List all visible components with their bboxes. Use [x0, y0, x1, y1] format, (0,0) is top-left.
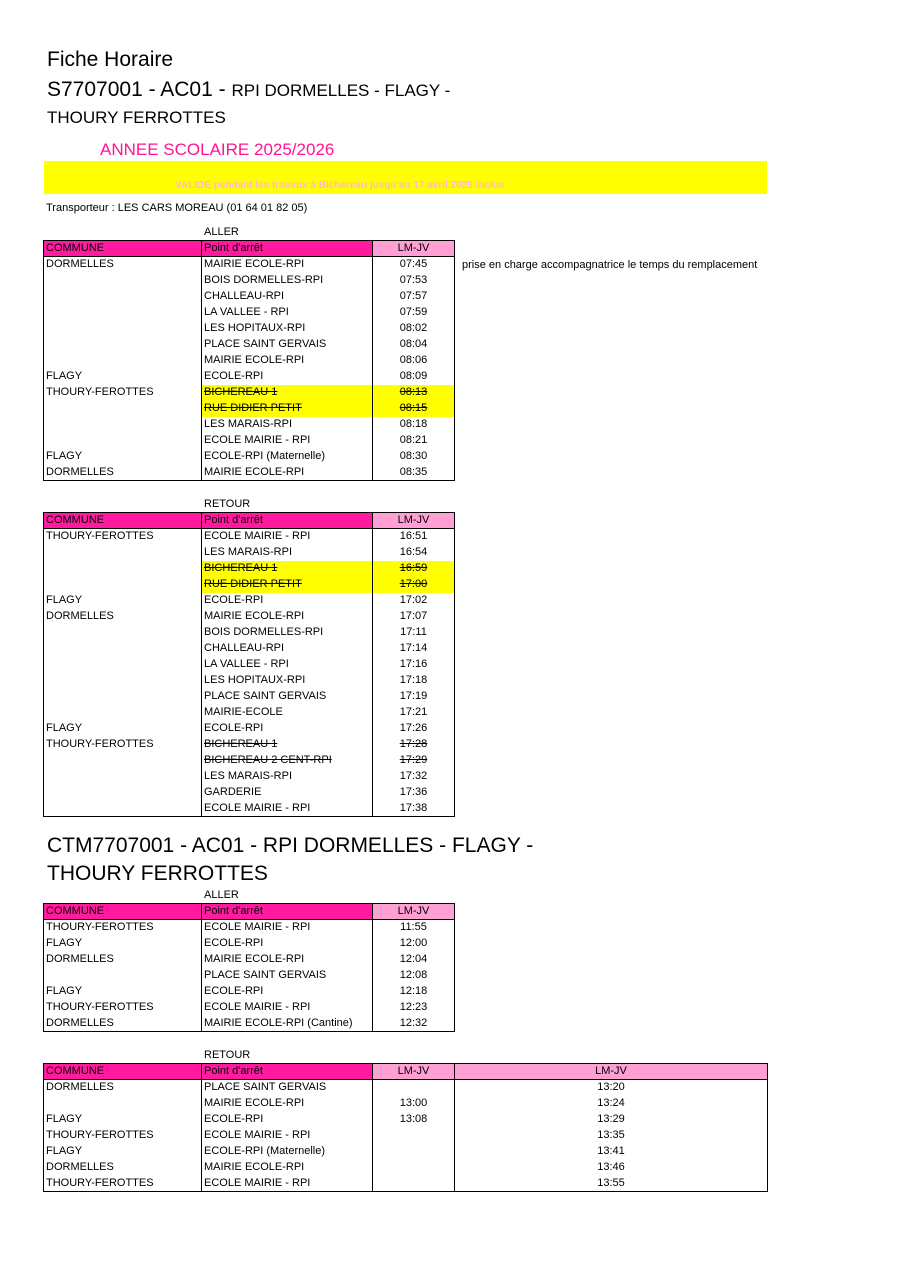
- cell-stop: ECOLE MAIRIE - RPI: [202, 801, 373, 817]
- cell-commune: [44, 273, 202, 289]
- table-row: [44, 1144, 768, 1160]
- cell-time: 07:57: [373, 289, 455, 305]
- table-row: [44, 369, 455, 385]
- cell-time: 16:54: [373, 545, 455, 561]
- cell-commune: [44, 305, 202, 321]
- col-days: LM-JV: [373, 904, 455, 920]
- cell-commune: FLAGY: [44, 593, 202, 609]
- cell-stop: LA VALLEE - RPI: [202, 657, 373, 673]
- cell-commune: FLAGY: [44, 1112, 202, 1128]
- cell-commune: FLAGY: [44, 1144, 202, 1160]
- table-row: [44, 737, 455, 753]
- col-days: LM-JV: [373, 513, 455, 529]
- cell-commune: THOURY-FEROTTES: [44, 1176, 202, 1192]
- cell-time: 07:53: [373, 273, 455, 289]
- cell-time: 12:32: [373, 1016, 455, 1032]
- cell-commune: [44, 625, 202, 641]
- line-name-cont: THOURY FERROTTES: [47, 108, 226, 127]
- cell-stop: ECOLE-RPI: [202, 593, 373, 609]
- table-row: [44, 968, 455, 984]
- validity-text: VALIDE pendant les travaux à Bichereau jusqu'au 17 avril 2026 inclus: [175, 180, 505, 191]
- table-row: [44, 577, 455, 593]
- cell-time: 17:02: [373, 593, 455, 609]
- line-code: S7707001 - AC01 -: [47, 78, 226, 101]
- cell-stop: LES MARAIS-RPI: [202, 545, 373, 561]
- table-row: [44, 545, 455, 561]
- cell-commune: THOURY-FEROTTES: [44, 529, 202, 545]
- table-row: [44, 433, 455, 449]
- cell-stop: GARDERIE: [202, 785, 373, 801]
- cell-time: 17:26: [373, 721, 455, 737]
- cell-commune: FLAGY: [44, 936, 202, 952]
- cell-commune: [44, 657, 202, 673]
- s2-aller-table: [43, 903, 455, 1032]
- col-commune: COMMUNE: [44, 241, 202, 257]
- cell-commune: THOURY-FEROTTES: [44, 737, 202, 753]
- cell-time-2: 13:46: [455, 1160, 768, 1176]
- cell-stop: ECOLE MAIRIE - RPI: [202, 1176, 373, 1192]
- table-row: [44, 385, 455, 401]
- cell-stop: MAIRIE ECOLE-RPI: [202, 353, 373, 369]
- table-row: [44, 561, 455, 577]
- cell-time: [373, 1176, 455, 1192]
- table-row: [44, 417, 455, 433]
- table-row: [44, 465, 455, 481]
- table-row: [44, 273, 455, 289]
- line-name: RPI DORMELLES - FLAGY -: [231, 81, 451, 100]
- cell-time: 13:08: [373, 1112, 455, 1128]
- cell-time: [373, 1080, 455, 1096]
- cell-time: 17:28: [373, 737, 455, 753]
- table-row: [44, 289, 455, 305]
- cell-stop: PLACE SAINT GERVAIS: [202, 337, 373, 353]
- cell-time: 08:35: [373, 465, 455, 481]
- cell-time: 12:23: [373, 1000, 455, 1016]
- cell-commune: DORMELLES: [44, 952, 202, 968]
- cell-commune: [44, 353, 202, 369]
- cell-commune: [44, 433, 202, 449]
- cell-stop: BOIS DORMELLES-RPI: [202, 273, 373, 289]
- table-row: [44, 721, 455, 737]
- cell-time: 17:11: [373, 625, 455, 641]
- table-row: [44, 625, 455, 641]
- cell-stop: BICHEREAU 1: [202, 385, 373, 401]
- school-year: ANNEE SCOLAIRE 2025/2026: [100, 140, 335, 159]
- table-row: [44, 769, 455, 785]
- cell-commune: DORMELLES: [44, 1160, 202, 1176]
- cell-stop: ECOLE MAIRIE - RPI: [202, 529, 373, 545]
- table-row: [44, 1112, 768, 1128]
- table-row: [44, 1128, 768, 1144]
- cell-commune: FLAGY: [44, 449, 202, 465]
- table-row: [44, 305, 455, 321]
- cell-stop: ECOLE MAIRIE - RPI: [202, 920, 373, 936]
- cell-stop: LES MARAIS-RPI: [202, 769, 373, 785]
- table-row: [44, 1096, 768, 1112]
- cell-time: 16:51: [373, 529, 455, 545]
- table-header: [44, 1064, 768, 1080]
- cell-time: 12:18: [373, 984, 455, 1000]
- table-header: [44, 241, 455, 257]
- table-row: [44, 337, 455, 353]
- cell-stop: BICHEREAU 1: [202, 737, 373, 753]
- cell-time: 17:36: [373, 785, 455, 801]
- cell-commune: [44, 769, 202, 785]
- cell-stop: ECOLE MAIRIE - RPI: [202, 1128, 373, 1144]
- table-row: [44, 257, 455, 273]
- cell-time: 08:13: [373, 385, 455, 401]
- cell-stop: ECOLE-RPI: [202, 721, 373, 737]
- cell-commune: THOURY-FEROTTES: [44, 1000, 202, 1016]
- cell-time: 12:04: [373, 952, 455, 968]
- cell-commune: [44, 577, 202, 593]
- table-row: [44, 529, 455, 545]
- cell-commune: [44, 689, 202, 705]
- cell-time: 08:02: [373, 321, 455, 337]
- col-stop: Point d'arrêt: [202, 513, 373, 529]
- cell-time: 17:00: [373, 577, 455, 593]
- section2-title-cont: THOURY FERROTTES: [47, 862, 268, 885]
- cell-commune: [44, 545, 202, 561]
- cell-commune: [44, 289, 202, 305]
- cell-commune: THOURY-FEROTTES: [44, 1128, 202, 1144]
- cell-commune: DORMELLES: [44, 465, 202, 481]
- cell-time: 08:30: [373, 449, 455, 465]
- cell-time: 08:04: [373, 337, 455, 353]
- cell-commune: DORMELLES: [44, 1080, 202, 1096]
- cell-stop: BOIS DORMELLES-RPI: [202, 625, 373, 641]
- cell-time: 17:18: [373, 673, 455, 689]
- cell-time: 17:21: [373, 705, 455, 721]
- cell-stop: MAIRIE ECOLE-RPI: [202, 1096, 373, 1112]
- table-row: [44, 801, 455, 817]
- cell-time: 17:32: [373, 769, 455, 785]
- col-commune: COMMUNE: [44, 513, 202, 529]
- cell-time-2: 13:29: [455, 1112, 768, 1128]
- table-row: [44, 657, 455, 673]
- cell-stop: MAIRIE ECOLE-RPI: [202, 1160, 373, 1176]
- cell-stop: LES HOPITAUX-RPI: [202, 321, 373, 337]
- table-row: [44, 1080, 768, 1096]
- cell-time-2: 13:41: [455, 1144, 768, 1160]
- s1-aller-table: [43, 240, 455, 481]
- escort-note: prise en charge accompagnatrice le temps du remplacement: [462, 259, 758, 271]
- col-stop: Point d'arrêt: [202, 904, 373, 920]
- cell-stop: ECOLE-RPI: [202, 936, 373, 952]
- cell-stop: CHALLEAU-RPI: [202, 641, 373, 657]
- cell-time-2: 13:55: [455, 1176, 768, 1192]
- table-row: [44, 321, 455, 337]
- table-row: [44, 401, 455, 417]
- cell-stop: MAIRIE ECOLE-RPI (Cantine): [202, 1016, 373, 1032]
- cell-commune: [44, 337, 202, 353]
- cell-stop: BICHEREAU 2 CENT-RPI: [202, 753, 373, 769]
- cell-time: 16:59: [373, 561, 455, 577]
- section2-title: CTM7707001 - AC01 - RPI DORMELLES - FLAGY -: [47, 834, 534, 857]
- table-row: [44, 1000, 455, 1016]
- table-row: [44, 920, 455, 936]
- cell-stop: ECOLE-RPI: [202, 984, 373, 1000]
- table-row: [44, 689, 455, 705]
- cell-stop: RUE DIDIER PETIT: [202, 401, 373, 417]
- cell-time: 07:45: [373, 257, 455, 273]
- cell-stop: MAIRIE-ECOLE: [202, 705, 373, 721]
- table-row: [44, 785, 455, 801]
- cell-time: 13:00: [373, 1096, 455, 1112]
- cell-stop: CHALLEAU-RPI: [202, 289, 373, 305]
- cell-commune: [44, 561, 202, 577]
- s1-retour-label: RETOUR: [204, 498, 251, 510]
- table-row: [44, 593, 455, 609]
- cell-commune: FLAGY: [44, 984, 202, 1000]
- cell-commune: [44, 673, 202, 689]
- cell-stop: MAIRIE ECOLE-RPI: [202, 257, 373, 273]
- s1-retour-table: [43, 512, 455, 817]
- cell-time: [373, 1160, 455, 1176]
- cell-stop: ECOLE-RPI: [202, 369, 373, 385]
- cell-time: 08:09: [373, 369, 455, 385]
- cell-stop: MAIRIE ECOLE-RPI: [202, 952, 373, 968]
- cell-time: 08:21: [373, 433, 455, 449]
- cell-time: 17:16: [373, 657, 455, 673]
- cell-commune: DORMELLES: [44, 609, 202, 625]
- cell-commune: FLAGY: [44, 721, 202, 737]
- table-header: [44, 904, 455, 920]
- cell-commune: [44, 641, 202, 657]
- cell-time: 12:08: [373, 968, 455, 984]
- table-row: [44, 952, 455, 968]
- col-days: LM-JV: [373, 1064, 455, 1080]
- s2-retour-label: RETOUR: [204, 1049, 251, 1061]
- cell-stop: LES HOPITAUX-RPI: [202, 673, 373, 689]
- table-row: [44, 353, 455, 369]
- cell-time: 17:07: [373, 609, 455, 625]
- col-commune: COMMUNE: [44, 1064, 202, 1080]
- cell-stop: BICHEREAU 1: [202, 561, 373, 577]
- table-row: [44, 1016, 455, 1032]
- cell-time: 17:29: [373, 753, 455, 769]
- table-header: [44, 513, 455, 529]
- cell-commune: [44, 785, 202, 801]
- cell-stop: PLACE SAINT GERVAIS: [202, 968, 373, 984]
- col-days: LM-JV: [373, 241, 455, 257]
- cell-stop: PLACE SAINT GERVAIS: [202, 1080, 373, 1096]
- carrier-info: Transporteur : LES CARS MOREAU (01 64 01 82 05): [46, 202, 308, 214]
- cell-time: 17:38: [373, 801, 455, 817]
- cell-stop: MAIRIE ECOLE-RPI: [202, 465, 373, 481]
- cell-commune: FLAGY: [44, 369, 202, 385]
- cell-commune: [44, 705, 202, 721]
- table-row: [44, 936, 455, 952]
- table-row: [44, 984, 455, 1000]
- doc-title: Fiche Horaire: [47, 48, 174, 71]
- cell-time: 08:15: [373, 401, 455, 417]
- table-row: [44, 449, 455, 465]
- validity-banner: [44, 161, 767, 194]
- table-row: [44, 705, 455, 721]
- cell-commune: [44, 753, 202, 769]
- cell-time-2: 13:20: [455, 1080, 768, 1096]
- cell-time: 07:59: [373, 305, 455, 321]
- col-stop: Point d'arrêt: [202, 1064, 373, 1080]
- cell-commune: [44, 1096, 202, 1112]
- col-commune: COMMUNE: [44, 904, 202, 920]
- cell-commune: [44, 321, 202, 337]
- cell-time: 12:00: [373, 936, 455, 952]
- cell-time-2: 13:35: [455, 1128, 768, 1144]
- cell-stop: ECOLE-RPI (Maternelle): [202, 449, 373, 465]
- cell-stop: ECOLE MAIRIE - RPI: [202, 433, 373, 449]
- cell-time: [373, 1144, 455, 1160]
- cell-time: 08:18: [373, 417, 455, 433]
- cell-commune: THOURY-FEROTTES: [44, 920, 202, 936]
- cell-commune: [44, 417, 202, 433]
- table-row: [44, 673, 455, 689]
- table-row: [44, 609, 455, 625]
- cell-time: 08:06: [373, 353, 455, 369]
- s2-retour-table: [43, 1063, 768, 1192]
- cell-stop: MAIRIE ECOLE-RPI: [202, 609, 373, 625]
- cell-commune: [44, 968, 202, 984]
- col-days-2: LM-JV: [455, 1064, 768, 1080]
- line-title: [47, 76, 450, 105]
- table-row: [44, 641, 455, 657]
- cell-stop: ECOLE-RPI: [202, 1112, 373, 1128]
- cell-time: 17:14: [373, 641, 455, 657]
- cell-stop: RUE DIDIER PETIT: [202, 577, 373, 593]
- table-row: [44, 1176, 768, 1192]
- cell-commune: DORMELLES: [44, 1016, 202, 1032]
- cell-commune: THOURY-FEROTTES: [44, 385, 202, 401]
- cell-stop: ECOLE-RPI (Maternelle): [202, 1144, 373, 1160]
- cell-stop: ECOLE MAIRIE - RPI: [202, 1000, 373, 1016]
- cell-commune: DORMELLES: [44, 257, 202, 273]
- cell-stop: LES MARAIS-RPI: [202, 417, 373, 433]
- cell-commune: [44, 801, 202, 817]
- cell-stop: PLACE SAINT GERVAIS: [202, 689, 373, 705]
- cell-time: 11:55: [373, 920, 455, 936]
- cell-stop: LA VALLEE - RPI: [202, 305, 373, 321]
- table-row: [44, 1160, 768, 1176]
- s2-aller-label: ALLER: [204, 889, 239, 901]
- table-row: [44, 753, 455, 769]
- cell-time: [373, 1128, 455, 1144]
- col-stop: Point d'arrêt: [202, 241, 373, 257]
- cell-commune: [44, 401, 202, 417]
- s1-aller-label: ALLER: [204, 226, 239, 238]
- cell-time-2: 13:24: [455, 1096, 768, 1112]
- cell-time: 17:19: [373, 689, 455, 705]
